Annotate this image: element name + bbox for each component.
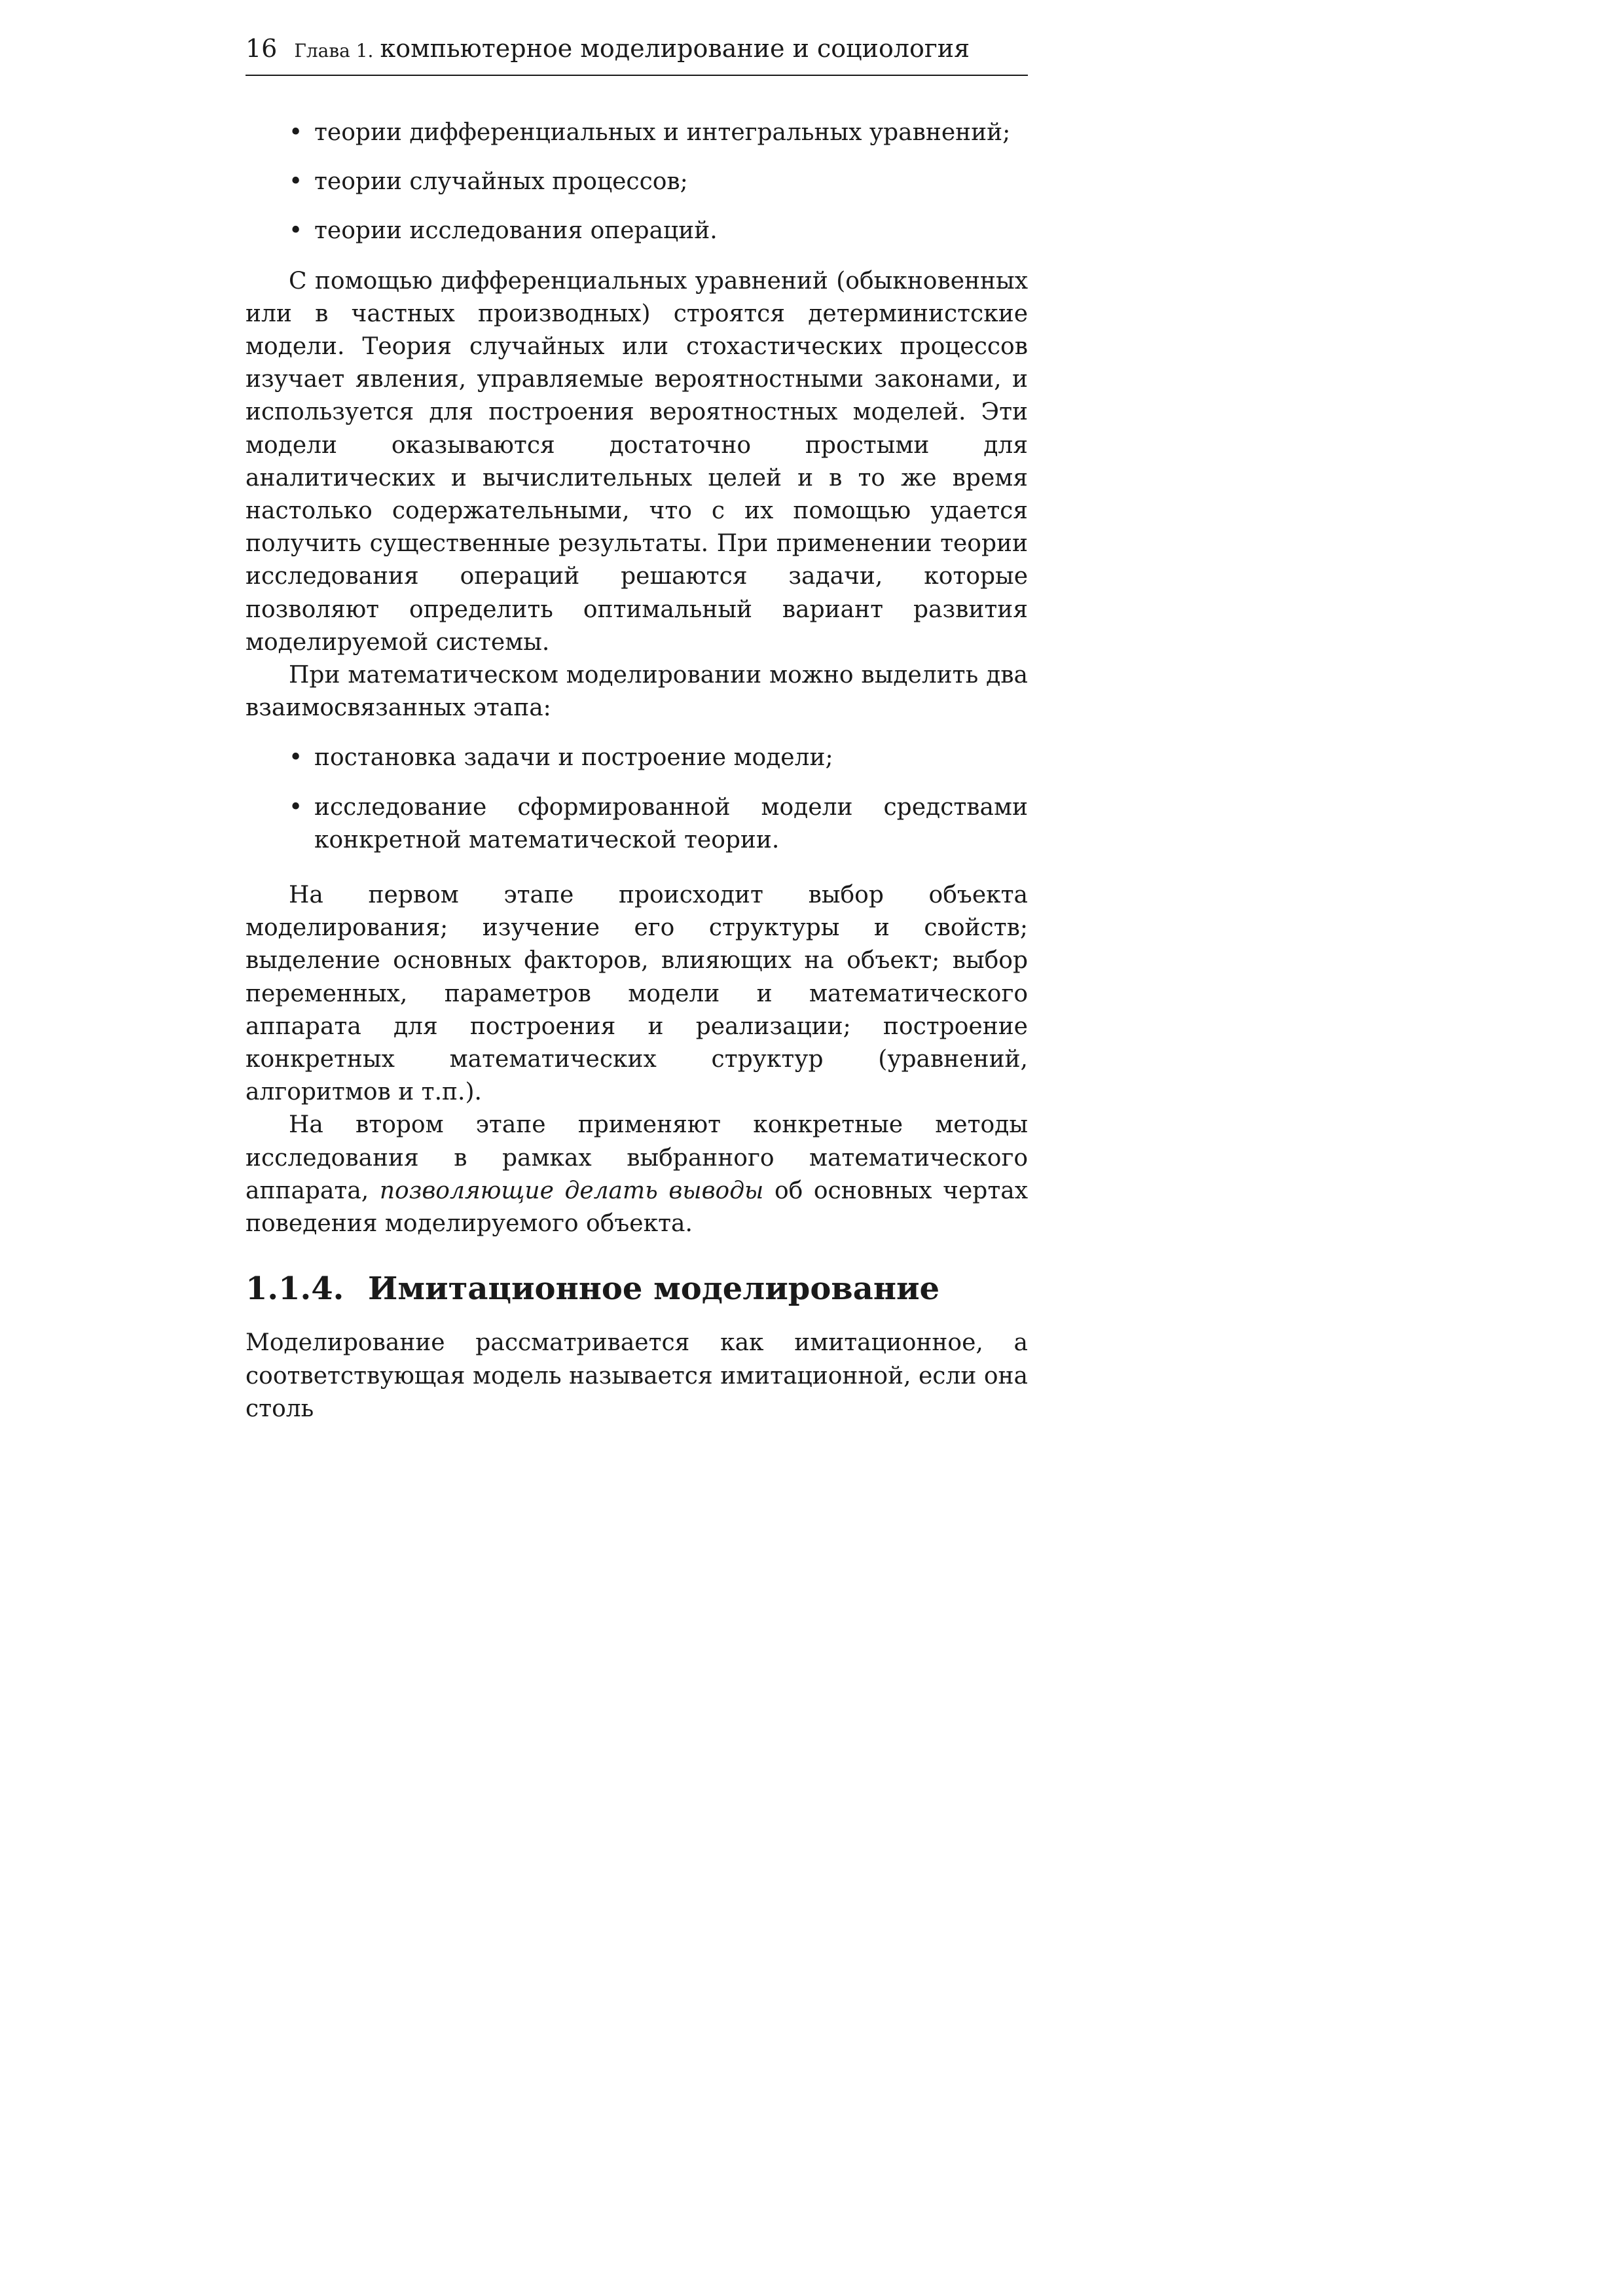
section-heading xyxy=(246,1269,1028,1308)
page-body xyxy=(246,117,1028,1426)
list-item-text: исследование сформированной модели средствами конкретной математической теории. xyxy=(314,793,1028,853)
book-page xyxy=(246,34,1028,1426)
chapter-label: Глава 1. xyxy=(294,40,374,62)
bullet-list-stages xyxy=(246,742,1028,857)
section-title: Имитационное моделирование xyxy=(368,1270,940,1308)
list-item-text: теории дифференциальных и интегральных уравнений; xyxy=(314,119,1011,146)
paragraph-text: На втором этапе применяют конкретные методы исследования в рамках выбранного математического аппарата, xyxy=(246,1111,1028,1204)
bullet-icon: • xyxy=(289,119,303,146)
list-item xyxy=(246,742,1028,774)
page-number: 16 xyxy=(246,34,278,63)
bullet-icon: • xyxy=(289,793,303,821)
bullet-icon: • xyxy=(289,744,303,772)
list-item-text: постановка задачи и построение модели; xyxy=(314,744,833,772)
list-item xyxy=(246,215,1028,247)
bullet-icon: • xyxy=(289,217,303,245)
list-item xyxy=(246,117,1028,149)
list-item xyxy=(246,166,1028,198)
list-item-text: теории исследования операций. xyxy=(314,217,718,245)
bullet-list-theories xyxy=(246,117,1028,248)
paragraph-first-stage: На первом этапе происходит выбор объекта моделирования; изучение его структуры и свойств; выделение основных факторов, влияющих на объект; выбор переменных, параметров модели и математического аппарата для построения и реализации; построение конкретных математических структур (уравнений, алгоритмов и т.п.). xyxy=(246,882,1028,1106)
paragraph-two-stages: При математическом моделировании можно выделить два взаимосвязанных этапа: xyxy=(246,662,1028,722)
list-item-text: теории случайных процессов; xyxy=(314,168,688,196)
section-number: 1.1.4. xyxy=(246,1270,344,1308)
paragraph-second-stage xyxy=(246,1109,1028,1240)
paragraph-differential-equations: С помощью дифференциальных уравнений (обыкновенных или в частных производных) строятся детерминистские модели. Теория случайных или стохастических процессов изучает явления, управляемые вероятностными законами, и используется для построения вероятностных моделей. Эти модели оказываются достаточно простыми для аналитических и вычислительных целей и в то же время настолько содержательными, что с их помощью удается получить существенные результаты. При применении теории исследования операций решаются задачи, которые позволяют определить оптимальный вариант развития моделируемой системы. xyxy=(246,267,1028,656)
bullet-icon: • xyxy=(289,168,303,196)
running-title: компьютерное моделирование и социология xyxy=(380,34,970,63)
paragraph-simulation-modeling: Моделирование рассматривается как имитационное, а соответствующая модель называется имитационной, если она столь xyxy=(246,1329,1028,1422)
paragraph-text: об основных чертах поведения моделируемого объекта. xyxy=(246,1177,1029,1238)
list-item xyxy=(246,791,1028,857)
italic-emphasis: позволяющие делать выводы xyxy=(379,1177,764,1204)
running-header xyxy=(246,34,1028,76)
